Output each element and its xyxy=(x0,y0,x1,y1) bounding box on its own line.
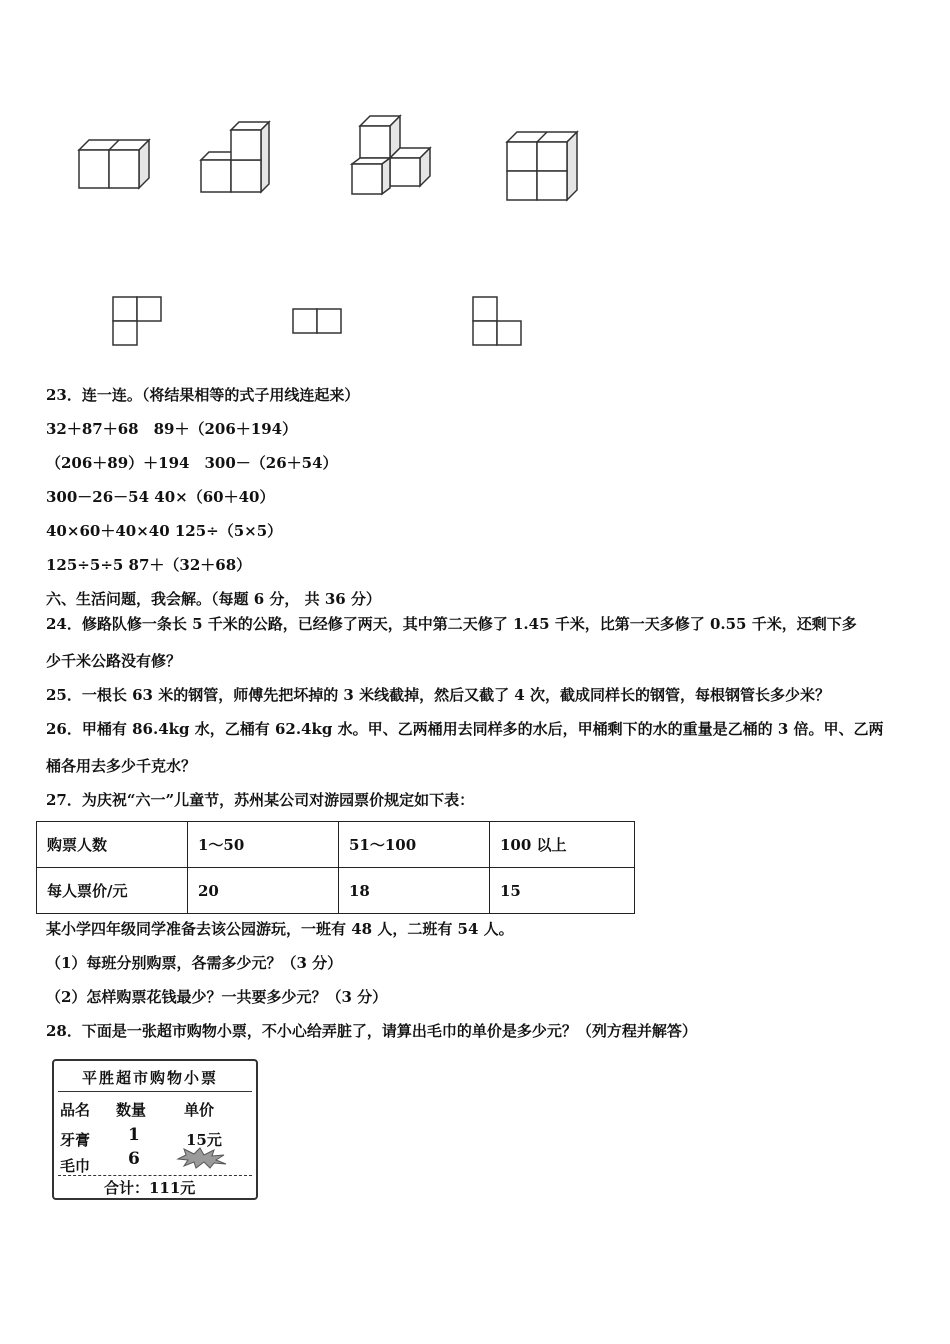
receipt-header-name: 品名 xyxy=(60,1101,91,1119)
view-shape-2 xyxy=(292,308,344,336)
receipt-header-qty: 数量 xyxy=(116,1101,147,1119)
q25-text: 25．一根长 63 米的钢管，师傅先把坏掉的 3 米线截掉，然后又截了 4 次，截成同样长的钢管，每根钢管长多少米？ xyxy=(46,686,830,704)
ticket-price-table xyxy=(36,821,635,914)
q23-row-5: 125÷5÷5 87＋（32＋68） xyxy=(46,556,252,574)
table-cell: 51～100 xyxy=(339,822,490,868)
view-shape-1 xyxy=(112,296,164,348)
table-cell: 18 xyxy=(339,868,490,914)
q27-title: 27．为庆祝“六一”儿童节，苏州某公司对游园票价规定如下表： xyxy=(46,791,475,809)
cube-figure-3 xyxy=(348,114,438,198)
receipt-divider xyxy=(58,1175,252,1176)
q27-sub-2: （2）怎样购票花钱最少？一共要多少元？（3 分） xyxy=(46,988,388,1006)
q23-row-1: 32＋87＋68 89＋（206＋194） xyxy=(46,420,298,438)
q23-row-4: 40×60＋40×40 125÷（5×5） xyxy=(46,522,283,540)
q27-intro: 某小学四年级同学准备去该公园游玩，一班有 48 人，二班有 54 人。 xyxy=(46,920,514,938)
table-cell: 1～50 xyxy=(188,822,339,868)
shopping-receipt xyxy=(52,1059,258,1200)
receipt-item-name: 毛巾 xyxy=(60,1157,91,1175)
table-row xyxy=(37,868,635,914)
receipt-item-price: 15元 xyxy=(186,1131,222,1149)
receipt-total: 合计：111元 xyxy=(104,1179,196,1197)
q26-line-1: 26．甲桶有 86.4kg 水，乙桶有 62.4kg 水。甲、乙两桶用去同样多的水后，甲桶剩下的水的重量是乙桶的 3 倍。甲、乙两 xyxy=(46,720,884,738)
receipt-item-name: 牙膏 xyxy=(60,1131,91,1149)
cube-figure-1 xyxy=(74,138,154,194)
table-cell: 100 以上 xyxy=(490,822,635,868)
q27-sub-1: （1）每班分别购票，各需多少元？（3 分） xyxy=(46,954,343,972)
cube-figure-4 xyxy=(502,130,582,206)
table-row xyxy=(37,822,635,868)
receipt-item-qty: 1 xyxy=(128,1125,140,1145)
q23-row-3: 300－26－54 40×（60＋40） xyxy=(46,488,275,506)
receipt-divider xyxy=(58,1091,252,1092)
q24-line-1: 24．修路队修一条长 5 千米的公路，已经修了两天，其中第二天修了 1.45 千米，比第一天多修了 0.55 千米，还剩下多 xyxy=(46,615,857,633)
cube-figure-2 xyxy=(196,122,276,196)
table-cell: 购票人数 xyxy=(37,822,188,868)
receipt-title: 平胜超市购物小票 xyxy=(82,1069,219,1087)
q23-title: 23．连一连。（将结果相等的式子用线连起来） xyxy=(46,386,360,404)
q28-title: 28．下面是一张超市购物小票，不小心给弄脏了，请算出毛巾的单价是多少元？（列方程并解答） xyxy=(46,1022,697,1040)
q24-line-2: 少千米公路没有修？ xyxy=(46,652,182,670)
q23-row-2: （206＋89）＋194 300－（26＋54） xyxy=(46,454,338,472)
q26-line-2: 桶各用去多少千克水？ xyxy=(46,757,197,775)
table-cell: 15 xyxy=(490,868,635,914)
table-cell: 20 xyxy=(188,868,339,914)
receipt-item-qty: 6 xyxy=(128,1149,140,1169)
receipt-header-price: 单价 xyxy=(184,1101,215,1119)
view-shape-3 xyxy=(472,296,524,348)
table-cell: 每人票价/元 xyxy=(37,868,188,914)
ink-stain-icon xyxy=(176,1147,228,1169)
section6-title: 六、生活问题，我会解。（每题 6 分， 共 36 分） xyxy=(46,590,381,608)
